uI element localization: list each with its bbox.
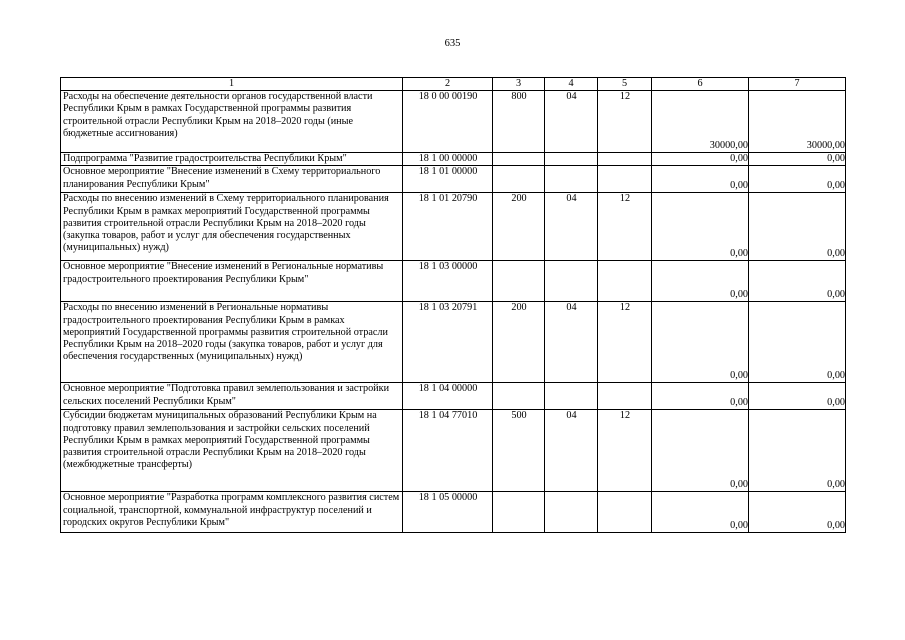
row-vr <box>493 261 545 302</box>
row-rz <box>545 166 598 193</box>
row-amount-7: 0,00 <box>749 492 846 533</box>
row-code: 18 0 00 00190 <box>403 91 493 153</box>
row-amount-7: 0,00 <box>749 410 846 492</box>
row-vr <box>493 492 545 533</box>
row-pr <box>598 261 652 302</box>
table-row <box>61 91 846 153</box>
row-amount-7: 0,00 <box>749 166 846 193</box>
row-vr <box>493 166 545 193</box>
row-amount-6: 30000,00 <box>652 91 749 153</box>
row-name: Основное мероприятие "Подготовка правил землепользования и застройки сельских поселений Республики Крым" <box>61 383 403 410</box>
row-rz <box>545 383 598 410</box>
row-vr: 200 <box>493 193 545 261</box>
row-vr: 500 <box>493 410 545 492</box>
column-header: 3 <box>493 78 545 91</box>
row-rz: 04 <box>545 302 598 383</box>
row-code: 18 1 01 20790 <box>403 193 493 261</box>
row-pr <box>598 166 652 193</box>
row-rz <box>545 492 598 533</box>
table-row <box>61 383 846 410</box>
page-number: 635 <box>444 38 461 49</box>
row-code: 18 1 05 00000 <box>403 492 493 533</box>
table-row <box>61 166 846 193</box>
row-pr: 12 <box>598 91 652 153</box>
column-header: 5 <box>598 78 652 91</box>
row-amount-6: 0,00 <box>652 383 749 410</box>
row-pr <box>598 492 652 533</box>
row-vr <box>493 383 545 410</box>
row-vr <box>493 153 545 166</box>
table-row <box>61 410 846 492</box>
row-pr: 12 <box>598 410 652 492</box>
row-rz: 04 <box>545 91 598 153</box>
table-row <box>61 153 846 166</box>
row-amount-6: 0,00 <box>652 302 749 383</box>
row-amount-7: 0,00 <box>749 193 846 261</box>
row-name: Расходы по внесению изменений в Схему территориального планирования Республики Крым в рамках мероприятий Государственной программы развития строительной отрасли Республики Крым на 2018–2020 годы (закупка товаров, работ и услуг для обеспечения государственных (муниципальных) нужд) <box>61 193 403 261</box>
row-code: 18 1 01 00000 <box>403 166 493 193</box>
row-code: 18 1 03 00000 <box>403 261 493 302</box>
table-row <box>61 302 846 383</box>
row-amount-7: 30000,00 <box>749 91 846 153</box>
row-amount-6: 0,00 <box>652 492 749 533</box>
table-row <box>61 193 846 261</box>
row-name: Расходы на обеспечение деятельности органов государственной власти Республики Крым в рамках Государственной программы развития строительной отрасли Республики Крым на 2018–2020 годы (иные бюджетные ассигнования) <box>61 91 403 153</box>
row-name: Субсидии бюджетам муниципальных образований Республики Крым на подготовку правил землепользования и застройки сельских поселений Республики Крым в рамках мероприятий Государственной программы развития строительной отрасли Республики Крым на 2018–2020 годы (межбюджетные трансферты) <box>61 410 403 492</box>
row-name: Основное мероприятие "Внесение изменений в Региональные нормативы градостроительного проектирования Республики Крым" <box>61 261 403 302</box>
column-header: 7 <box>749 78 846 91</box>
row-amount-7: 0,00 <box>749 302 846 383</box>
row-pr: 12 <box>598 193 652 261</box>
row-amount-6: 0,00 <box>652 153 749 166</box>
row-amount-7: 0,00 <box>749 153 846 166</box>
row-code: 18 1 03 20791 <box>403 302 493 383</box>
column-header: 6 <box>652 78 749 91</box>
table-row <box>61 492 846 533</box>
row-rz <box>545 153 598 166</box>
row-name: Основное мероприятие "Разработка программ комплексного развития систем социальной, транспортной, коммунальной инфраструктур поселений и городских округов Республики Крым" <box>61 492 403 533</box>
row-name: Основное мероприятие "Внесение изменений в Схему территориального планирования Республики Крым" <box>61 166 403 193</box>
row-name: Расходы по внесению изменений в Региональные нормативы градостроительного проектирования Республики Крым в рамках мероприятий Государственной программы развития строительной отрасли Республики Крым на 2018–2020 годы (закупка товаров, работ и услуг для обеспечения государственных (муниципальных) нужд) <box>61 302 403 383</box>
row-code: 18 1 00 00000 <box>403 153 493 166</box>
row-pr <box>598 383 652 410</box>
row-amount-7: 0,00 <box>749 383 846 410</box>
row-amount-6: 0,00 <box>652 410 749 492</box>
table-header-row <box>61 78 846 91</box>
row-code: 18 1 04 00000 <box>403 383 493 410</box>
row-amount-6: 0,00 <box>652 261 749 302</box>
row-rz <box>545 261 598 302</box>
row-vr: 800 <box>493 91 545 153</box>
row-pr <box>598 153 652 166</box>
budget-table <box>60 77 846 533</box>
column-header: 1 <box>61 78 403 91</box>
row-name: Подпрограмма "Развитие градостроительства Республики Крым" <box>61 153 403 166</box>
row-rz: 04 <box>545 193 598 261</box>
row-code: 18 1 04 77010 <box>403 410 493 492</box>
column-header: 2 <box>403 78 493 91</box>
column-header: 4 <box>545 78 598 91</box>
row-rz: 04 <box>545 410 598 492</box>
row-pr: 12 <box>598 302 652 383</box>
row-amount-6: 0,00 <box>652 193 749 261</box>
table-row <box>61 261 846 302</box>
row-vr: 200 <box>493 302 545 383</box>
row-amount-7: 0,00 <box>749 261 846 302</box>
row-amount-6: 0,00 <box>652 166 749 193</box>
